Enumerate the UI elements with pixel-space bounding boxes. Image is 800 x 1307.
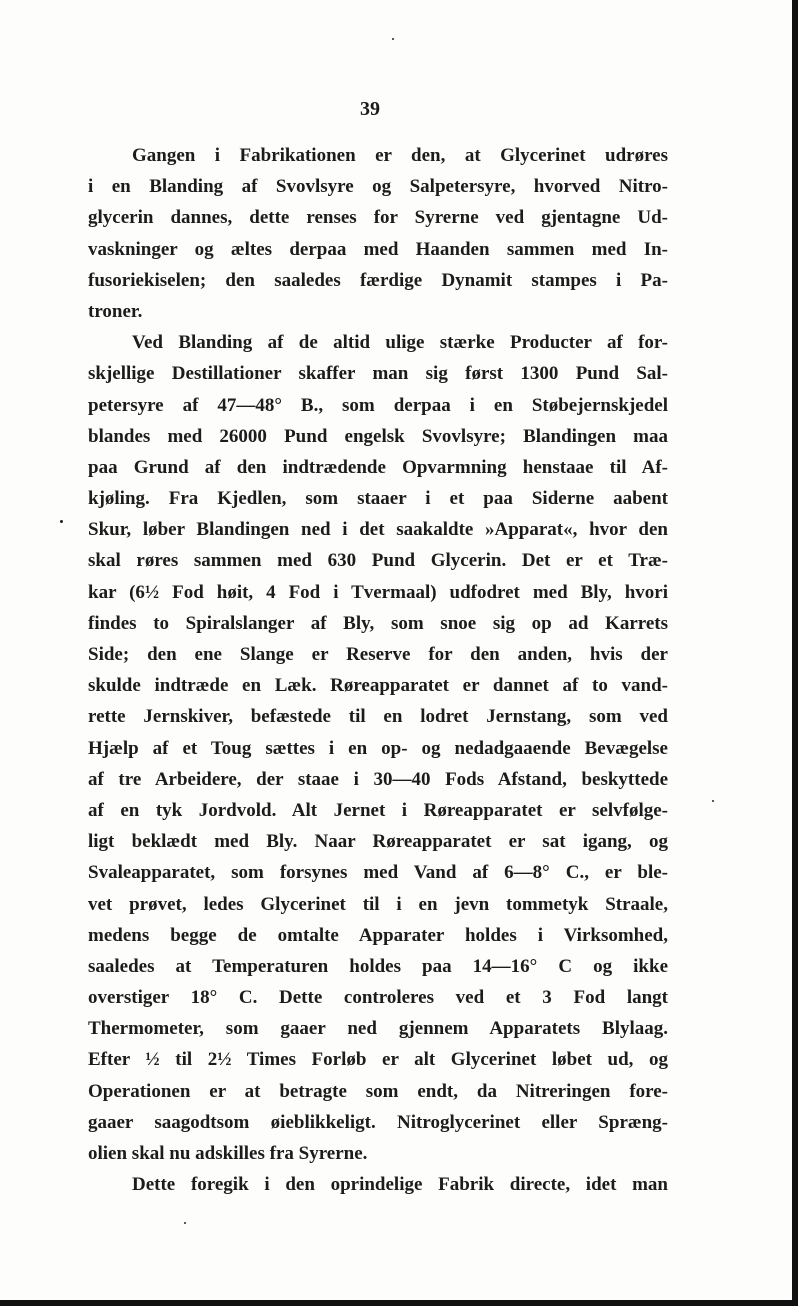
text-line: petersyre af 47—48° B., som derpaa i en Støbejernskjedel (88, 394, 668, 416)
page-number: 39 (360, 98, 380, 120)
paragraph-1 (88, 140, 668, 327)
text-line: olien skal nu adskilles fra Syrerne. (88, 1143, 368, 1164)
text-line: Side; den ene Slange er Reserve for den anden, hvis der (88, 644, 668, 665)
text-line: overstiger 18° C. Dette controleres ved et 3 Fod langt (88, 987, 668, 1009)
scan-speck (60, 520, 63, 523)
text-line: blandes med 26000 Pund engelsk Svovlsyre; Blandingen maa (88, 425, 668, 447)
text-line: Thermometer, som gaaer ned gjennem Apparatets Blylaag. (88, 1018, 668, 1040)
text-line: i en Blanding af Svovlsyre og Salpetersyre, hvorved Nitro- (88, 176, 668, 198)
text-line: vet prøvet, ledes Glycerinet til i en jevn tommetyk Straale, (88, 893, 668, 915)
scan-speck (712, 800, 714, 802)
text-line: Ved Blanding af de altid ulige stærke Producter af for- (132, 332, 668, 354)
text-line: af en tyk Jordvold. Alt Jernet i Røreapparatet er selvfølge- (88, 799, 668, 821)
text-line: Efter ½ til 2½ Times Forløb er alt Glycerinet løbet ud, og (88, 1049, 668, 1071)
text-line: vaskninger og æltes derpaa med Haanden sammen med In- (88, 238, 668, 260)
text-line: gaaer saagodtsom øieblikkeligt. Nitroglycerinet eller Spræng- (88, 1111, 668, 1133)
text-line: medens begge de omtalte Apparater holdes i Virksomhed, (88, 924, 668, 946)
text-line: skjellige Destillationer skaffer man sig først 1300 Pund Sal- (88, 363, 668, 385)
text-line: af tre Arbeidere, der staae i 30—40 Fods Afstand, beskyttede (88, 768, 668, 790)
scan-speck (184, 1222, 186, 1224)
text-line: kjøling. Fra Kjedlen, som staaer i et paa Siderne aabent (88, 488, 668, 510)
text-line: troner. (88, 300, 143, 322)
text-line: kar (6½ Fod høit, 4 Fod i Tvermaal) udfodret med Bly, hvori (88, 581, 668, 603)
text-line: rette Jernskiver, befæstede til en lodret Jernstang, som ved (88, 706, 668, 728)
text-line: Hjælp af et Toug sættes i en op- og nedadgaaende Bevægelse (88, 737, 668, 759)
text-line: paa Grund af den indtrædende Opvarmning henstaae til Af- (88, 456, 668, 478)
text-line: Svaleapparatet, som forsynes med Vand af 6—8° C., er ble- (88, 862, 668, 884)
text-line: skulde indtræde en Læk. Røreapparatet er dannet af to vand- (88, 675, 668, 697)
text-line: saaledes at Temperaturen holdes paa 14—16° C og ikke (88, 955, 668, 977)
text-line: ligt beklædt med Bly. Naar Røreapparatet er sat igang, og (88, 831, 668, 853)
text-line: findes to Spiralslanger af Bly, som snoe sig op ad Karrets (88, 612, 668, 634)
text-line: Gangen i Fabrikationen er den, at Glycerinet udrøres (132, 145, 668, 166)
paragraph-3 (88, 1169, 668, 1200)
body-text (88, 140, 668, 1200)
text-line: skal røres sammen med 630 Pund Glycerin. Det er et Træ- (88, 550, 668, 572)
text-line: Dette foregik i den oprindelige Fabrik directe, idet man (132, 1174, 668, 1196)
text-line: glycerin dannes, dette renses for Syrerne ved gjentagne Ud- (88, 207, 668, 229)
text-line: Skur, løber Blandingen ned i det saakaldte »Apparat«, hvor den (88, 519, 668, 541)
paragraph-2 (88, 327, 668, 1169)
text-line: Operationen er at betragte som endt, da Nitreringen fore- (88, 1080, 668, 1102)
scan-speck (392, 38, 394, 40)
text-line: fusoriekiselen; den saaledes færdige Dynamit stampes i Pa- (88, 269, 668, 291)
